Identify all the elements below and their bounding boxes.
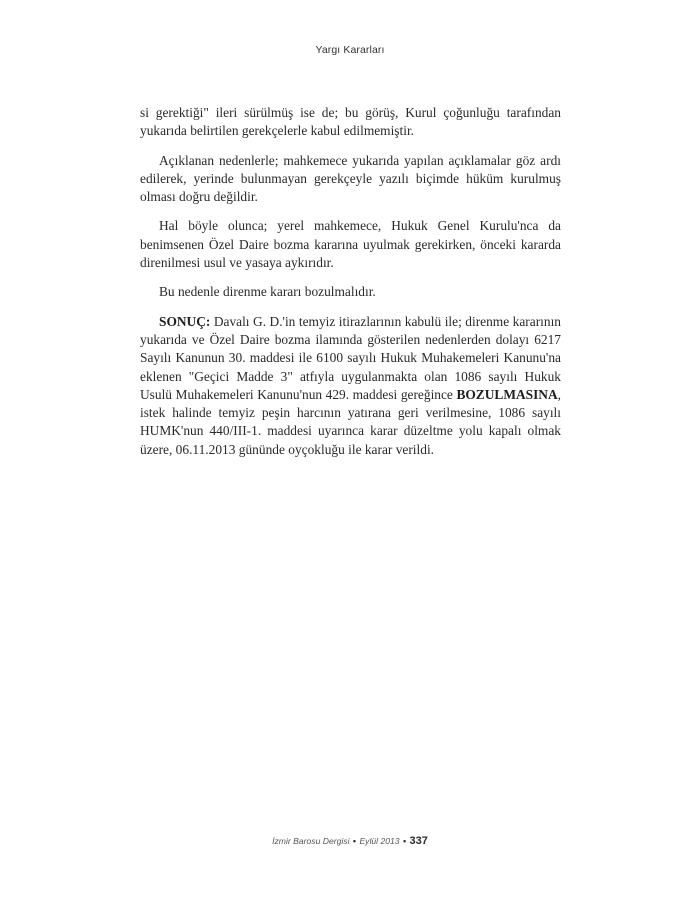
page-footer bbox=[0, 835, 700, 847]
result-emphasis: BOZULMASINA bbox=[456, 386, 558, 402]
page-number: 337 bbox=[409, 835, 428, 847]
document-body bbox=[140, 104, 561, 470]
running-header bbox=[0, 44, 700, 56]
paragraph-result bbox=[140, 313, 561, 459]
paragraph-conclusion-short: Bu nedenle direnme kararı bozulmalıdır. bbox=[159, 284, 376, 300]
issue-date: Eylül 2013 bbox=[359, 836, 400, 846]
paragraph-reasons: Açıklanan nedenlerle; mahkemece yukarıda yapılan açıklamalar göz ardı edilerek, yerinde bulunmayan gerekçeyle yazılı biçimde hüküm kurulmuş olması doğru değildir. bbox=[140, 152, 561, 205]
result-label: SONUÇ: bbox=[159, 313, 211, 329]
result-text-part2: , istek halinde temyiz peşin harcının yatırana geri verilmesine, 1086 sayılı HUMK'nun 440/III-1. maddesi uyarınca karar düzeltme yolu kapalı olmak üzere, 06.11.2013 gününde oyçokluğu ile karar verildi. bbox=[140, 386, 561, 457]
paragraph-assessment: Hal böyle olunca; yerel mahkemece, Hukuk Genel Kurulu'nca da benimsenen Özel Daire bozma kararına uyulmak gerekirken, önceki kararda direnilmesi usul ve yasaya aykırıdır. bbox=[140, 218, 561, 271]
journal-name: İzmir Barosu Dergisi bbox=[272, 836, 350, 846]
paragraph-continuation: si gerektiği" ileri sürülmüş ise de; bu görüş, Kurul çoğunluğu tarafından yukarıda belirtilen gerekçelerle kabul edilmemiştir. bbox=[140, 105, 561, 139]
result-text-part1: Davalı G. D.'in temyiz itirazlarının kabulü ile; direnme kararının yukarıda ve Özel Daire bozma ilamında gösterilen nedenlerden dolayı 6217 Sayılı Kanunun 30. maddesi ile 6100 sayılı Hukuk Muhakemeleri Kanunu'na eklenen "Geçici Madde 3" atfıyla uygulanmakta olan 1086 sayılı Hukuk Usulü Muhakemeleri Kanunu'nun 429. maddesi gereğince bbox=[140, 313, 561, 402]
section-title: Yargı Kararları bbox=[315, 44, 385, 56]
footer-separator-1: • bbox=[352, 836, 357, 846]
footer-separator-2: • bbox=[402, 836, 407, 846]
